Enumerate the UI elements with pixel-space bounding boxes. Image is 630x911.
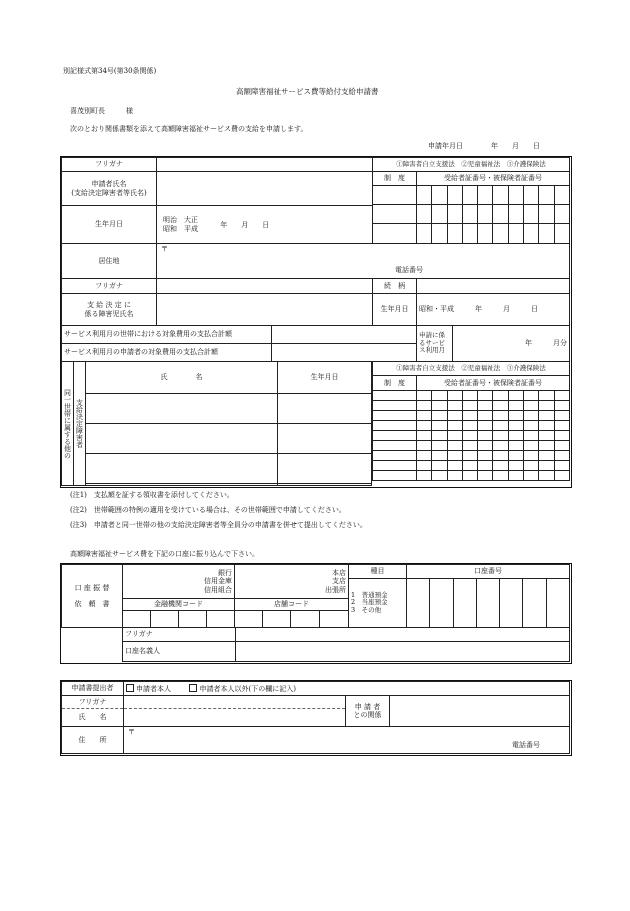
- applicant-table: [61, 157, 373, 244]
- system-cell[interactable]: [373, 205, 417, 224]
- household-side-label-2: 支給決定障害者: [74, 362, 86, 486]
- member-birth-label: 生年月日: [278, 362, 372, 394]
- code-digit[interactable]: [151, 611, 179, 628]
- code-digit[interactable]: [207, 611, 235, 628]
- bank-side-label: 口 座 振 替 依 頼 書: [62, 565, 123, 628]
- account-table: [348, 564, 570, 628]
- system-cell[interactable]: [373, 471, 417, 481]
- submitter-table: [61, 681, 570, 754]
- household-members-table: [61, 361, 372, 486]
- furigana-label: フリガナ: [62, 158, 157, 172]
- household-system-table: [372, 361, 570, 481]
- code-digit[interactable]: [320, 611, 349, 628]
- code-digit[interactable]: [235, 611, 263, 628]
- postal-mark: 〒: [161, 245, 168, 253]
- household-total-field[interactable]: [272, 326, 417, 344]
- system-label-2: 制 度: [373, 376, 417, 391]
- system-cell[interactable]: [373, 411, 417, 421]
- application-date: 申請年月日 年 月 日: [428, 142, 540, 150]
- child-birth-label: 生年月日: [373, 294, 417, 326]
- recipient-number-label-2: 受給者証番号・被保険者証番号: [417, 376, 570, 391]
- note-1: (注1) 支払額を証する領収書を添付してください。: [70, 491, 234, 499]
- relation-field[interactable]: [417, 279, 570, 294]
- system-cell[interactable]: [373, 186, 417, 205]
- holder-field[interactable]: [236, 642, 570, 662]
- applicant-name-field[interactable]: [157, 172, 373, 206]
- institution-field[interactable]: 銀行 信用金庫 信用組合: [123, 565, 235, 599]
- addressee: 喜茂別町長 様: [70, 107, 133, 115]
- member-birth-field[interactable]: [278, 424, 372, 454]
- recipient-number-label: 受給者証番号・被保険者証番号: [417, 172, 570, 186]
- holder-furigana-label: フリガナ: [123, 628, 236, 642]
- system-label: 制 度: [373, 172, 417, 186]
- submitter-name-field[interactable]: [124, 709, 346, 727]
- holder-furigana-field[interactable]: [236, 628, 570, 642]
- account-digit[interactable]: [453, 579, 476, 628]
- relation-label: 続 柄: [373, 279, 417, 294]
- holder-label: 口座名義人: [123, 642, 236, 662]
- code-digit[interactable]: [179, 611, 207, 628]
- account-digit[interactable]: [546, 579, 569, 628]
- code-digit[interactable]: [123, 611, 151, 628]
- note-2: (注2) 世帯範囲の特例の適用を受けている場合は、その世帯範囲で申請してください。: [70, 506, 346, 514]
- kind-options[interactable]: 1 普通預金 2 当座預金 3 その他: [349, 579, 407, 628]
- submitter-options: 申請者本人 申請者本人以外(下の欄に記入): [124, 682, 570, 696]
- bank-institution-table: [61, 564, 349, 628]
- submitter-furigana-field[interactable]: [124, 696, 346, 709]
- account-digit[interactable]: [500, 579, 523, 628]
- applicant-name-label: 申請者氏名 (支給決定障害者等氏名): [62, 172, 157, 206]
- child-name-label: 支 給 決 定 に 係る障害児氏名: [62, 294, 157, 326]
- submitter-address-field[interactable]: [124, 727, 570, 754]
- form-number: 別記様式第34号(第30条関係): [63, 67, 157, 75]
- account-digit[interactable]: [430, 579, 453, 628]
- submitter-furigana-label: フリガナ: [62, 696, 124, 709]
- member-name-field[interactable]: [86, 454, 278, 484]
- law-options-2: ①障害者自立支援法 ②児童福祉法 ③介護保険法: [373, 362, 570, 376]
- system-cell[interactable]: [373, 441, 417, 451]
- branch-field[interactable]: 本店 支店 出張所: [235, 565, 349, 599]
- totals-table: [61, 325, 570, 362]
- submitter-name-label: 氏 名: [62, 709, 124, 727]
- bank-caption: 高額障害福祉サービス費を下記の口座に振り込んで下さい。: [70, 550, 259, 558]
- submitter-relation-field[interactable]: [390, 696, 570, 727]
- applicant-total-field[interactable]: [272, 344, 417, 362]
- form-title: 高額障害福祉サービス費等給付支給申請書: [236, 87, 379, 96]
- member-name-field[interactable]: [86, 424, 278, 454]
- child-name-field[interactable]: [157, 294, 373, 326]
- account-digit[interactable]: [407, 579, 430, 628]
- institution-code-label: 金融機関コード: [123, 599, 235, 611]
- system-cell[interactable]: [373, 431, 417, 441]
- birthdate-field[interactable]: 明治 大正 昭和 平成 年 月 日: [157, 206, 373, 244]
- phone-label: 電話番号: [395, 266, 423, 274]
- submitter-address-label: 住 所: [62, 727, 124, 754]
- household-side-label: 同一世帯に属する他の: [62, 362, 74, 486]
- member-name-field[interactable]: [86, 394, 278, 424]
- residence-table: [61, 243, 570, 279]
- system-cell[interactable]: [373, 401, 417, 411]
- kind-label: 種目: [349, 565, 407, 579]
- account-holder-table: [122, 627, 570, 662]
- account-digit[interactable]: [523, 579, 546, 628]
- note-3: (注3) 申請者と同一世帯の他の支給決定障害者等全員分の申請書を併せて提出してください。: [70, 521, 367, 529]
- household-total-label: サービス利用月の世帯における対象費用の支払合計額: [62, 326, 272, 344]
- branch-code-label: 店舗コード: [235, 599, 349, 611]
- intro-text: 次のとおり関係書類を添えて高額障害福祉サービス費の支給を申請します。: [70, 125, 308, 133]
- member-name-label: 氏 名: [86, 362, 278, 394]
- child-furigana-field[interactable]: [157, 279, 373, 294]
- residence-field[interactable]: [157, 244, 570, 279]
- service-month-label: 申請に係 るサービ ス利用月: [417, 326, 453, 362]
- system-cell[interactable]: [373, 461, 417, 471]
- child-table: [61, 278, 570, 326]
- system-cell[interactable]: [373, 451, 417, 461]
- child-birth-field[interactable]: 昭和・平成 年 月 日: [417, 294, 570, 326]
- applicant-system-table: [372, 157, 570, 244]
- applicant-total-label: サービス利用月の申請者の対象費用の支払合計額: [62, 344, 272, 362]
- residence-label: 居住地: [62, 244, 157, 279]
- furigana-field[interactable]: [157, 158, 373, 172]
- submitter-postal-mark: 〒: [128, 728, 135, 736]
- submitter-label: 申請書提出者: [62, 682, 124, 696]
- self-checkbox[interactable]: [126, 684, 134, 692]
- code-digit[interactable]: [263, 611, 291, 628]
- law-options: ①障害者自立支援法 ②児童福祉法 ③介護保険法: [373, 158, 570, 172]
- account-digit[interactable]: [476, 579, 499, 628]
- code-digit[interactable]: [291, 611, 320, 628]
- birthdate-label: 生年月日: [62, 206, 157, 244]
- system-cell[interactable]: [373, 224, 417, 244]
- account-number-label: 口座番号: [407, 565, 570, 579]
- system-cell[interactable]: [373, 391, 417, 401]
- service-month-field[interactable]: 年 月分: [453, 326, 570, 362]
- submitter-relation-label: 申 請 者 との関係: [346, 696, 390, 727]
- other-checkbox[interactable]: [189, 684, 197, 692]
- child-furigana-label: フリガナ: [62, 279, 157, 294]
- member-birth-field[interactable]: [278, 454, 372, 484]
- system-cell[interactable]: [373, 421, 417, 431]
- member-birth-field[interactable]: [278, 394, 372, 424]
- submitter-phone-label: 電話番号: [512, 741, 540, 749]
